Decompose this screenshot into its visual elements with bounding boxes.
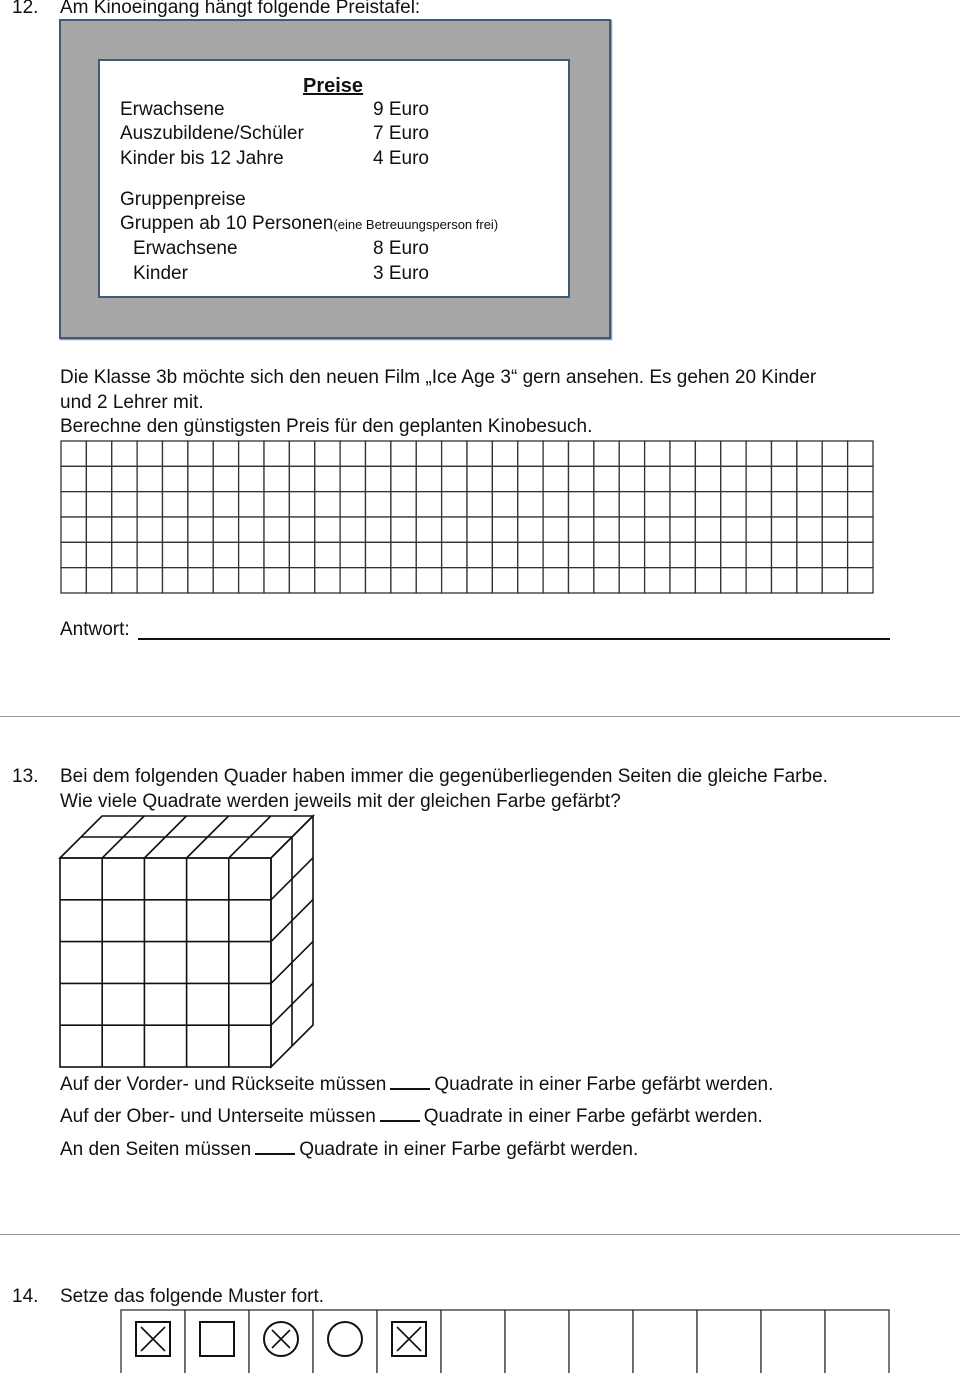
grid-cell[interactable] <box>289 568 314 593</box>
grid-cell[interactable] <box>746 568 771 593</box>
grid-cell[interactable] <box>264 568 289 593</box>
grid-cell[interactable] <box>670 542 695 567</box>
task13-line-2: Wie viele Quadrate werden jeweils mit der gleichen Farbe gefärbt? <box>60 791 621 812</box>
grid-cell[interactable] <box>772 466 797 491</box>
grid-cell[interactable] <box>543 568 568 593</box>
grid-cell[interactable] <box>163 517 188 542</box>
grid-cell[interactable] <box>670 568 695 593</box>
grid-cell[interactable] <box>366 441 391 466</box>
grid-cell[interactable] <box>721 441 746 466</box>
grid-cell[interactable] <box>213 466 238 491</box>
grid-cell[interactable] <box>340 542 365 567</box>
grid-cell[interactable] <box>366 568 391 593</box>
grid-cell[interactable] <box>264 542 289 567</box>
grid-cell[interactable] <box>772 517 797 542</box>
grid-cell[interactable] <box>721 517 746 542</box>
sentence-top-bottom <box>60 1102 763 1129</box>
grid-cell[interactable] <box>442 466 467 491</box>
grid-cell[interactable] <box>645 568 670 593</box>
grid-cell[interactable] <box>391 466 416 491</box>
grid-cell[interactable] <box>518 517 543 542</box>
answer-blank-sides[interactable] <box>255 1135 295 1155</box>
grid-cell[interactable] <box>543 466 568 491</box>
task12-intro: Am Kinoeingang hängt folgende Preistafel: <box>60 0 421 18</box>
grid-cell[interactable] <box>86 466 111 491</box>
cuboid-diagram <box>55 810 325 1080</box>
grid-cell[interactable] <box>416 492 441 517</box>
grid-cell[interactable] <box>822 441 847 466</box>
cuboid-icon <box>55 810 325 1075</box>
grid-cell[interactable] <box>442 517 467 542</box>
grid-cell[interactable] <box>239 568 264 593</box>
question-text: Berechne den günstigsten Preis für den geplanten Kinobesuch. <box>60 416 593 437</box>
sentence-front-back <box>60 1070 773 1097</box>
grid-cell[interactable] <box>416 542 441 567</box>
grid-cell[interactable] <box>772 542 797 567</box>
grid-cell[interactable] <box>721 492 746 517</box>
grid-cell[interactable] <box>239 492 264 517</box>
work-grid[interactable] <box>60 440 874 594</box>
grid-cell[interactable] <box>772 492 797 517</box>
grid-cell[interactable] <box>340 441 365 466</box>
grid-cell[interactable] <box>391 441 416 466</box>
grid-cell[interactable] <box>213 441 238 466</box>
sentence-sides-suffix: Quadrate in einer Farbe gefärbt werden. <box>299 1139 639 1160</box>
grid-cell[interactable] <box>315 568 340 593</box>
price-label-students: Auszubildene/Schüler <box>120 123 304 144</box>
grid-cell[interactable] <box>467 466 492 491</box>
grid-cell[interactable] <box>467 517 492 542</box>
group-condition-text: Gruppen ab 10 Personen <box>120 213 334 234</box>
grid-cell[interactable] <box>86 568 111 593</box>
task12-number: 12. <box>12 0 39 18</box>
price-value-students: 7 Euro <box>373 123 429 144</box>
task14-instruction: Setze das folgende Muster fort. <box>60 1286 325 1307</box>
grid-cell[interactable] <box>366 466 391 491</box>
pattern-cell[interactable] <box>633 1310 697 1373</box>
grid-cell[interactable] <box>492 441 517 466</box>
grid-cell[interactable] <box>61 441 86 466</box>
pattern-cell[interactable] <box>249 1310 313 1373</box>
grid-cell[interactable] <box>315 542 340 567</box>
grid-cell[interactable] <box>442 492 467 517</box>
grid-cell[interactable] <box>366 492 391 517</box>
grid-cell[interactable] <box>61 568 86 593</box>
grid-cell[interactable] <box>518 568 543 593</box>
group-price-value-adults: 8 Euro <box>373 238 429 259</box>
grid-cell[interactable] <box>163 492 188 517</box>
grid-cell[interactable] <box>695 542 720 567</box>
grid-cell[interactable] <box>848 441 873 466</box>
grid-cell[interactable] <box>695 492 720 517</box>
price-board-title: Preise <box>303 75 364 97</box>
grid-cell[interactable] <box>188 517 213 542</box>
sentence-top-bottom-prefix: Auf der Ober- und Unterseite müssen <box>60 1106 376 1127</box>
grid-cell[interactable] <box>112 542 137 567</box>
grid-cell[interactable] <box>721 568 746 593</box>
grid-cell[interactable] <box>264 441 289 466</box>
grid-cell[interactable] <box>391 542 416 567</box>
grid-cell[interactable] <box>543 542 568 567</box>
grid-cell[interactable] <box>467 568 492 593</box>
grid-cell[interactable] <box>239 542 264 567</box>
grid-cell[interactable] <box>645 466 670 491</box>
grid-cell[interactable] <box>772 568 797 593</box>
group-prices-heading: Gruppenpreise <box>120 189 246 210</box>
sentence-sides <box>60 1135 638 1162</box>
grid-cell[interactable] <box>822 568 847 593</box>
grid-cell[interactable] <box>518 542 543 567</box>
sentence-front-back-suffix: Quadrate in einer Farbe gefärbt werden. <box>434 1074 774 1095</box>
grid-cell[interactable] <box>721 466 746 491</box>
answer-blank-front-back[interactable] <box>390 1070 430 1090</box>
grid-cell[interactable] <box>797 441 822 466</box>
grid-cell[interactable] <box>822 466 847 491</box>
grid-cell[interactable] <box>442 542 467 567</box>
grid-cell[interactable] <box>61 492 86 517</box>
price-value-children: 4 Euro <box>373 148 429 169</box>
grid-cell[interactable] <box>163 441 188 466</box>
grid-cell[interactable] <box>163 466 188 491</box>
grid-cell[interactable] <box>721 542 746 567</box>
grid-cell[interactable] <box>695 466 720 491</box>
grid-cell[interactable] <box>86 542 111 567</box>
group-note: (eine Betreuungsperson frei) <box>333 217 499 232</box>
grid-cell[interactable] <box>569 466 594 491</box>
grid-cell[interactable] <box>137 441 162 466</box>
grid-cell[interactable] <box>163 568 188 593</box>
grid-cell[interactable] <box>594 492 619 517</box>
grid-cell[interactable] <box>442 441 467 466</box>
scenario-line-2: und 2 Lehrer mit. <box>60 392 204 413</box>
pattern-cell[interactable] <box>569 1310 633 1373</box>
grid-cell[interactable] <box>645 542 670 567</box>
grid-cell[interactable] <box>746 542 771 567</box>
price-label-children: Kinder bis 12 Jahre <box>120 148 284 169</box>
grid-cell[interactable] <box>264 492 289 517</box>
grid-cell[interactable] <box>239 517 264 542</box>
scenario-line-1: Die Klasse 3b möchte sich den neuen Film „Ice Age 3“ gern ansehen. Es gehen 20 Kinder <box>60 367 817 388</box>
grid-cell[interactable] <box>340 568 365 593</box>
grid-cell[interactable] <box>188 441 213 466</box>
grid-cell[interactable] <box>86 492 111 517</box>
grid-cell[interactable] <box>467 542 492 567</box>
grid-cell[interactable] <box>619 492 644 517</box>
grid-cell[interactable] <box>848 542 873 567</box>
grid-cell[interactable] <box>112 441 137 466</box>
grid-cell[interactable] <box>594 568 619 593</box>
grid-cell[interactable] <box>797 466 822 491</box>
price-value-adults: 9 Euro <box>373 99 429 120</box>
grid-cell[interactable] <box>112 517 137 542</box>
grid-cell[interactable] <box>213 517 238 542</box>
grid-cell[interactable] <box>645 492 670 517</box>
grid-cell[interactable] <box>391 568 416 593</box>
grid-cell[interactable] <box>366 517 391 542</box>
grid-cell[interactable] <box>137 466 162 491</box>
grid-cell[interactable] <box>492 466 517 491</box>
grid-cell[interactable] <box>797 492 822 517</box>
grid-cell[interactable] <box>416 466 441 491</box>
grid-cell[interactable] <box>772 441 797 466</box>
grid-cell[interactable] <box>467 441 492 466</box>
grid-cell[interactable] <box>569 517 594 542</box>
grid-cell[interactable] <box>340 492 365 517</box>
grid-cell[interactable] <box>543 517 568 542</box>
grid-cell[interactable] <box>391 492 416 517</box>
grid-cell[interactable] <box>61 517 86 542</box>
grid-cell[interactable] <box>746 441 771 466</box>
grid-cell[interactable] <box>188 466 213 491</box>
grid-cell[interactable] <box>416 568 441 593</box>
grid-cell[interactable] <box>86 517 111 542</box>
grid-cell[interactable] <box>822 542 847 567</box>
grid-cell[interactable] <box>492 542 517 567</box>
grid-cell[interactable] <box>619 441 644 466</box>
grid-cell[interactable] <box>848 517 873 542</box>
task13-number: 13. <box>12 766 39 787</box>
grid-cell[interactable] <box>492 492 517 517</box>
grid-cell[interactable] <box>518 466 543 491</box>
pattern-cell[interactable] <box>185 1310 249 1373</box>
grid-cell[interactable] <box>112 492 137 517</box>
grid-cell[interactable] <box>518 441 543 466</box>
grid-cell[interactable] <box>137 517 162 542</box>
grid-cell[interactable] <box>315 492 340 517</box>
grid-cell[interactable] <box>340 517 365 542</box>
grid-cell[interactable] <box>594 517 619 542</box>
section-divider <box>0 716 960 717</box>
grid-cell[interactable] <box>645 517 670 542</box>
grid-cell[interactable] <box>848 466 873 491</box>
grid-cell[interactable] <box>746 492 771 517</box>
grid-cell[interactable] <box>315 517 340 542</box>
grid-cell[interactable] <box>264 517 289 542</box>
grid-cell[interactable] <box>797 517 822 542</box>
grid-cell[interactable] <box>543 492 568 517</box>
grid-cell[interactable] <box>391 517 416 542</box>
grid-cell[interactable] <box>289 517 314 542</box>
grid-cell[interactable] <box>188 542 213 567</box>
grid-cell[interactable] <box>822 492 847 517</box>
grid-cell[interactable] <box>264 466 289 491</box>
price-label-adults: Erwachsene <box>120 99 225 120</box>
pattern-cell[interactable] <box>441 1310 505 1373</box>
grid-cell[interactable] <box>86 441 111 466</box>
grid-cell[interactable] <box>340 466 365 491</box>
grid-cell[interactable] <box>746 517 771 542</box>
section-divider-2 <box>0 1234 960 1235</box>
grid-cell[interactable] <box>416 441 441 466</box>
group-price-label-children: Kinder <box>133 263 188 284</box>
grid-cell[interactable] <box>112 466 137 491</box>
pattern-cell[interactable] <box>121 1310 185 1373</box>
grid-cell[interactable] <box>797 568 822 593</box>
grid-cell[interactable] <box>543 441 568 466</box>
sentence-top-bottom-suffix: Quadrate in einer Farbe gefärbt werden. <box>423 1106 763 1127</box>
grid-cell[interactable] <box>239 441 264 466</box>
grid-cell[interactable] <box>289 466 314 491</box>
grid-cell[interactable] <box>188 568 213 593</box>
grid-cell[interactable] <box>695 441 720 466</box>
grid-cell[interactable] <box>442 568 467 593</box>
pattern-cell[interactable] <box>377 1310 441 1373</box>
grid-cell[interactable] <box>569 441 594 466</box>
grid-cell[interactable] <box>137 492 162 517</box>
pattern-cell[interactable] <box>697 1310 761 1373</box>
sentence-sides-prefix: An den Seiten müssen <box>60 1139 252 1160</box>
grid-cell[interactable] <box>61 466 86 491</box>
grid-cell[interactable] <box>695 568 720 593</box>
grid-cell[interactable] <box>645 441 670 466</box>
grid-cell[interactable] <box>188 492 213 517</box>
answer-label: Antwort: <box>60 619 130 640</box>
grid-cell[interactable] <box>467 492 492 517</box>
grid-cell[interactable] <box>163 542 188 567</box>
group-condition <box>120 212 498 237</box>
grid-cell[interactable] <box>822 517 847 542</box>
grid-cell[interactable] <box>213 568 238 593</box>
grid-cell[interactable] <box>797 542 822 567</box>
grid-cell[interactable] <box>670 466 695 491</box>
answer-blank-top-bottom[interactable] <box>380 1102 420 1122</box>
pattern-strip[interactable] <box>120 1309 890 1378</box>
grid-cell[interactable] <box>366 542 391 567</box>
grid-cell[interactable] <box>289 441 314 466</box>
pattern-cell[interactable] <box>825 1310 889 1373</box>
grid-cell[interactable] <box>569 568 594 593</box>
grid-cell[interactable] <box>746 466 771 491</box>
grid-cell[interactable] <box>315 466 340 491</box>
group-price-value-children: 3 Euro <box>373 263 429 284</box>
grid-cell[interactable] <box>670 441 695 466</box>
grid-cell[interactable] <box>569 492 594 517</box>
grid-cell[interactable] <box>518 492 543 517</box>
grid-cell[interactable] <box>213 492 238 517</box>
grid-cell[interactable] <box>289 492 314 517</box>
grid-cell[interactable] <box>594 441 619 466</box>
group-price-label-adults: Erwachsene <box>133 238 238 259</box>
pattern-cell[interactable] <box>505 1310 569 1373</box>
sentence-front-back-prefix: Auf der Vorder- und Rückseite müssen <box>60 1074 387 1095</box>
grid-cell[interactable] <box>112 568 137 593</box>
grid-cell[interactable] <box>315 441 340 466</box>
grid-cell[interactable] <box>619 542 644 567</box>
grid-cell[interactable] <box>594 466 619 491</box>
grid-cell[interactable] <box>239 466 264 491</box>
task14-number: 14. <box>12 1286 39 1307</box>
grid-cell[interactable] <box>492 568 517 593</box>
grid-cell[interactable] <box>289 542 314 567</box>
pattern-cell[interactable] <box>761 1310 825 1373</box>
grid-cell[interactable] <box>670 492 695 517</box>
grid-cell[interactable] <box>492 517 517 542</box>
grid-cell[interactable] <box>695 517 720 542</box>
grid-cell[interactable] <box>213 542 238 567</box>
grid-cell[interactable] <box>848 568 873 593</box>
grid-cell[interactable] <box>416 517 441 542</box>
grid-cell[interactable] <box>848 492 873 517</box>
grid-cell[interactable] <box>61 542 86 567</box>
task13-line-1: Bei dem folgenden Quader haben immer die gegenüberliegenden Seiten die gleiche Farbe. <box>60 766 828 787</box>
grid-cell[interactable] <box>619 568 644 593</box>
grid-cell[interactable] <box>594 542 619 567</box>
grid-cell[interactable] <box>670 517 695 542</box>
grid-cell[interactable] <box>619 466 644 491</box>
grid-cell[interactable] <box>569 542 594 567</box>
grid-cell[interactable] <box>137 568 162 593</box>
grid-cell[interactable] <box>619 517 644 542</box>
grid-cell[interactable] <box>137 542 162 567</box>
answer-line[interactable] <box>138 638 890 640</box>
pattern-cell[interactable] <box>313 1310 377 1373</box>
